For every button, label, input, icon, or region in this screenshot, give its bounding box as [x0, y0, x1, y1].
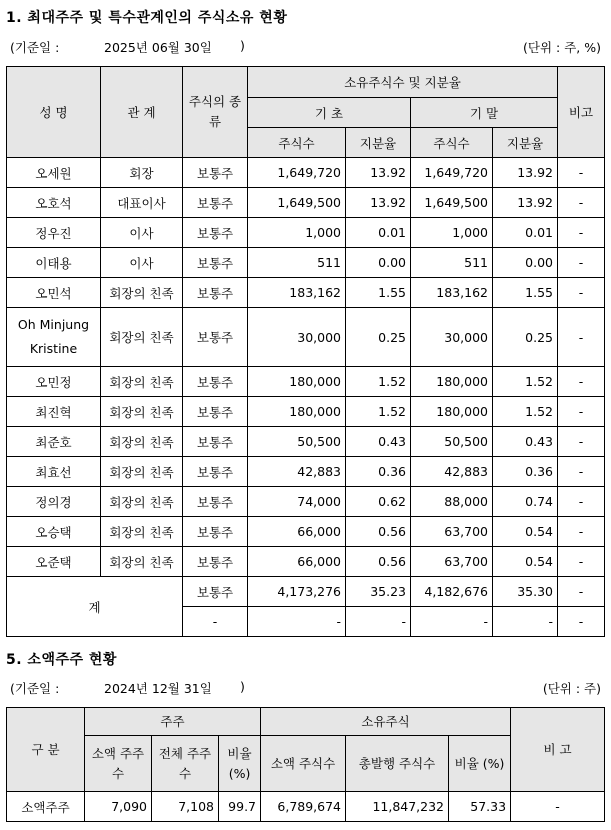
cell-name: 오민석 [7, 278, 101, 308]
cell-remark: - [558, 517, 605, 547]
total-end-shares: - [411, 607, 493, 637]
cell-end-shares: 511 [411, 248, 493, 278]
header-end: 기 말 [411, 98, 558, 128]
cell-start-shares: 30,000 [248, 308, 346, 367]
header-holdings: 소유주식수 및 지분율 [248, 67, 558, 98]
cell-name: 오준택 [7, 547, 101, 577]
cell-name: 오민정 [7, 367, 101, 397]
cell-stock-type: 보통주 [183, 158, 248, 188]
cell-start-shares: 42,883 [248, 457, 346, 487]
cell-start-ratio: 13.92 [346, 188, 411, 218]
cell-relation: 회장의 친족 [101, 397, 183, 427]
cell-start-ratio: 0.00 [346, 248, 411, 278]
cell-remark: - [558, 367, 605, 397]
header-category: 구 분 [7, 708, 85, 792]
section5-title: 5. 소액주주 현황 [6, 652, 117, 668]
cell-relation: 회장의 친족 [101, 487, 183, 517]
total-start-shares: - [248, 607, 346, 637]
section5-base-date-close: ) [240, 679, 245, 694]
header-holder-ratio: 비율 (%) [219, 736, 261, 792]
cell-name: 최준호 [7, 427, 101, 457]
header-share-ratio: 비율 (%) [449, 736, 511, 792]
cell-relation: 회장의 친족 [101, 547, 183, 577]
cell-remark: - [558, 308, 605, 367]
cell-start-shares: 1,649,720 [248, 158, 346, 188]
section1-base-date: 2025년 06월 30일 [104, 40, 212, 55]
cell-start-ratio: 1.55 [346, 278, 411, 308]
cell-stock-type: 보통주 [183, 397, 248, 427]
cell-start-shares: 511 [248, 248, 346, 278]
section5-base-date-label: (기준일 : [10, 681, 60, 696]
cell-stock-type: 보통주 [183, 278, 248, 308]
cell-end-ratio: 13.92 [493, 158, 558, 188]
cell-end-ratio: 1.52 [493, 367, 558, 397]
cell-end-shares: 63,700 [411, 517, 493, 547]
cell-start-ratio: 0.56 [346, 547, 411, 577]
cell-end-shares: 183,162 [411, 278, 493, 308]
cell-start-shares: 180,000 [248, 397, 346, 427]
table-row [7, 487, 605, 517]
table-row [7, 427, 605, 457]
cell-start-shares: 50,500 [248, 427, 346, 457]
total-start-ratio: - [346, 607, 411, 637]
cell-start-shares: 66,000 [248, 517, 346, 547]
cell-start-shares: 1,000 [248, 218, 346, 248]
header-remark: 비고 [558, 67, 605, 158]
header-minor-shares: 소액 주식수 [261, 736, 346, 792]
cell-end-ratio: 0.00 [493, 248, 558, 278]
cell-end-shares: 88,000 [411, 487, 493, 517]
cell-end-shares: 50,500 [411, 427, 493, 457]
cell-remark: - [558, 547, 605, 577]
cell-stock-type: 보통주 [183, 218, 248, 248]
table-row [7, 457, 605, 487]
cell-end-shares: 180,000 [411, 367, 493, 397]
cell-end-ratio: 1.52 [493, 397, 558, 427]
header-remark: 비 고 [511, 708, 605, 792]
cell-start-shares: 180,000 [248, 367, 346, 397]
table-row [7, 792, 605, 822]
cell-end-ratio: 0.43 [493, 427, 558, 457]
cell-stock-type: 보통주 [183, 308, 248, 367]
table-row [7, 367, 605, 397]
cell-start-ratio: 0.01 [346, 218, 411, 248]
cell-name: 오승택 [7, 517, 101, 547]
table-row [7, 517, 605, 547]
cell-relation: 회장의 친족 [101, 308, 183, 367]
cell-end-ratio: 0.36 [493, 457, 558, 487]
section1-title: 1. 최대주주 및 특수관계인의 주식소유 현황 [6, 10, 288, 26]
table-row [7, 218, 605, 248]
cell-name: 오호석 [7, 188, 101, 218]
cell-remark: - [558, 278, 605, 308]
cell-end-shares: 63,700 [411, 547, 493, 577]
total-stock-type: - [183, 607, 248, 637]
cell-stock-type: 보통주 [183, 188, 248, 218]
cell-relation: 회장의 친족 [101, 278, 183, 308]
cell-name: 이태용 [7, 248, 101, 278]
cell-end-ratio: 0.25 [493, 308, 558, 367]
cell-start-ratio: 1.52 [346, 397, 411, 427]
cell-name: 최효선 [7, 457, 101, 487]
cell-start-ratio: 0.25 [346, 308, 411, 367]
cell-end-ratio: 0.54 [493, 547, 558, 577]
header-issued-shares: 총발행 주식수 [346, 736, 449, 792]
cell-relation: 이사 [101, 218, 183, 248]
header-start-ratio: 지분율 [346, 128, 411, 158]
cell-start-ratio: 13.92 [346, 158, 411, 188]
cell-end-shares: 180,000 [411, 397, 493, 427]
cell-end-ratio: 0.74 [493, 487, 558, 517]
table-row [7, 397, 605, 427]
total-end-shares: 4,182,676 [411, 577, 493, 607]
cell-start-ratio: 0.36 [346, 457, 411, 487]
table-row [7, 278, 605, 308]
table-row [7, 248, 605, 278]
cell-remark: - [558, 487, 605, 517]
cell-end-ratio: 0.54 [493, 517, 558, 547]
table-row [7, 188, 605, 218]
cell-remark: - [558, 188, 605, 218]
cell-relation: 이사 [101, 248, 183, 278]
cell-name: 정의경 [7, 487, 101, 517]
cell-stock-type: 보통주 [183, 517, 248, 547]
total-row [7, 577, 605, 607]
cell-relation: 회장의 친족 [101, 367, 183, 397]
header-name: 성 명 [7, 67, 101, 158]
total-remark: - [558, 607, 605, 637]
cell-minor-shares: 6,789,674 [261, 792, 346, 822]
cell-end-ratio: 0.01 [493, 218, 558, 248]
total-stock-type: 보통주 [183, 577, 248, 607]
header-shares: 소유주식 [261, 708, 511, 736]
cell-start-ratio: 0.56 [346, 517, 411, 547]
cell-name: Oh Minjung Kristine [7, 308, 101, 367]
cell-relation: 회장의 친족 [101, 457, 183, 487]
cell-end-shares: 30,000 [411, 308, 493, 367]
table-row [7, 308, 605, 367]
section5-base-date: 2024년 12월 31일 [104, 681, 212, 696]
total-start-shares: 4,173,276 [248, 577, 346, 607]
header-minor-holders: 소액 주주수 [85, 736, 152, 792]
section1-base-date-close: ) [240, 38, 245, 53]
total-start-ratio: 35.23 [346, 577, 411, 607]
section5-unit: (단위 : 주) [542, 681, 601, 696]
cell-remark: - [558, 218, 605, 248]
cell-category: 소액주주 [7, 792, 85, 822]
cell-end-shares: 1,000 [411, 218, 493, 248]
cell-stock-type: 보통주 [183, 457, 248, 487]
cell-start-shares: 183,162 [248, 278, 346, 308]
cell-name: 오세원 [7, 158, 101, 188]
header-holders: 주주 [85, 708, 261, 736]
cell-start-shares: 66,000 [248, 547, 346, 577]
cell-remark: - [558, 397, 605, 427]
cell-start-ratio: 0.62 [346, 487, 411, 517]
cell-relation: 회장의 친족 [101, 427, 183, 457]
section1-base-date-label: (기준일 : [10, 40, 60, 55]
cell-relation: 회장의 친족 [101, 517, 183, 547]
total-remark: - [558, 577, 605, 607]
cell-issued-shares: 11,847,232 [346, 792, 449, 822]
cell-start-ratio: 0.43 [346, 427, 411, 457]
cell-name: 최진혁 [7, 397, 101, 427]
header-end-shares: 주식수 [411, 128, 493, 158]
cell-start-shares: 74,000 [248, 487, 346, 517]
cell-remark: - [558, 248, 605, 278]
total-end-ratio: 35.30 [493, 577, 558, 607]
cell-share-ratio: 57.33 [449, 792, 511, 822]
table-row [7, 158, 605, 188]
header-start-shares: 주식수 [248, 128, 346, 158]
cell-remark: - [558, 457, 605, 487]
cell-name: 정우진 [7, 218, 101, 248]
cell-remark: - [511, 792, 605, 822]
cell-end-ratio: 1.55 [493, 278, 558, 308]
section1-unit: (단위 : 주, %) [523, 40, 601, 55]
cell-stock-type: 보통주 [183, 427, 248, 457]
header-start: 기 초 [248, 98, 411, 128]
shareholding-table [6, 66, 605, 637]
header-stock-type: 주식의 종류 [183, 67, 248, 158]
cell-total-holders: 7,108 [152, 792, 219, 822]
cell-end-ratio: 13.92 [493, 188, 558, 218]
cell-stock-type: 보통주 [183, 487, 248, 517]
cell-minor-holders: 7,090 [85, 792, 152, 822]
cell-stock-type: 보통주 [183, 547, 248, 577]
cell-remark: - [558, 427, 605, 457]
total-end-ratio: - [493, 607, 558, 637]
cell-holder-ratio: 99.7 [219, 792, 261, 822]
cell-start-shares: 1,649,500 [248, 188, 346, 218]
total-label: 계 [7, 577, 183, 637]
cell-end-shares: 42,883 [411, 457, 493, 487]
header-end-ratio: 지분율 [493, 128, 558, 158]
minority-shareholder-table [6, 707, 605, 822]
cell-relation: 대표이사 [101, 188, 183, 218]
cell-end-shares: 1,649,500 [411, 188, 493, 218]
cell-end-shares: 1,649,720 [411, 158, 493, 188]
header-relation: 관 계 [101, 67, 183, 158]
table-row [7, 547, 605, 577]
cell-stock-type: 보통주 [183, 367, 248, 397]
cell-start-ratio: 1.52 [346, 367, 411, 397]
cell-remark: - [558, 158, 605, 188]
header-total-holders: 전체 주주수 [152, 736, 219, 792]
cell-relation: 회장 [101, 158, 183, 188]
cell-stock-type: 보통주 [183, 248, 248, 278]
